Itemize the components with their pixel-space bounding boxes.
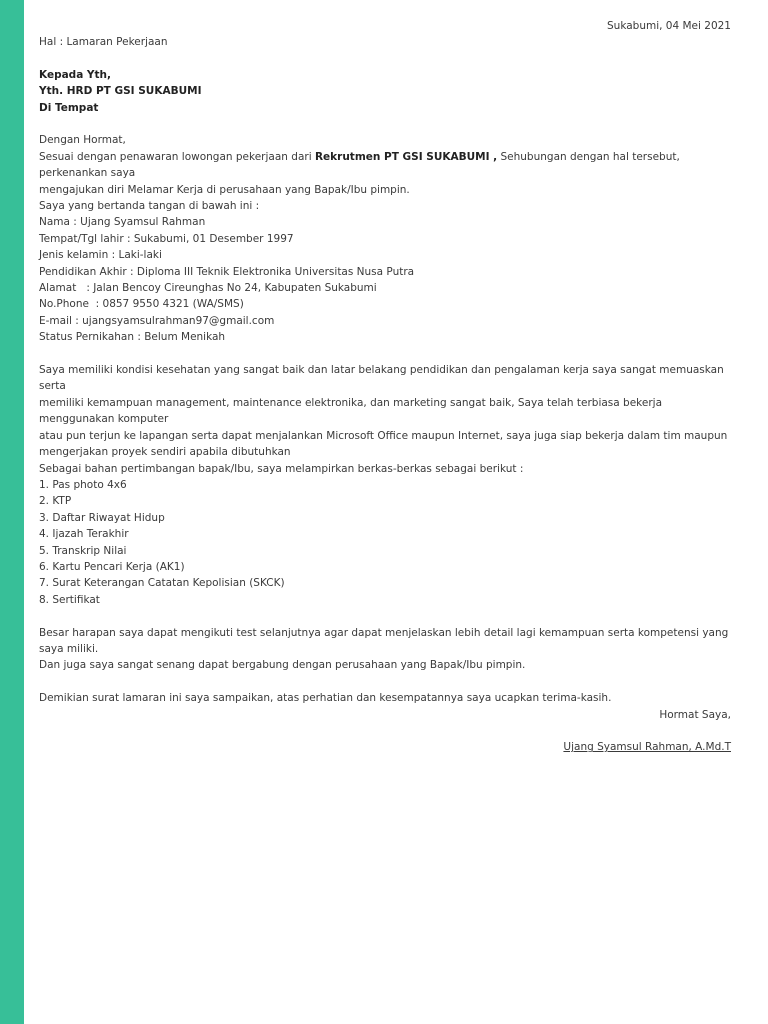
applicant-details xyxy=(39,214,731,345)
list-item: 2. KTP xyxy=(39,495,72,508)
recipient-line-3: Di Tempat xyxy=(39,101,99,114)
letter-page xyxy=(39,18,731,756)
subject-line: Hal : Lamaran Pekerjaan xyxy=(39,36,168,48)
list-item: 3. Daftar Riwayat Hidup xyxy=(39,511,165,524)
hope-line: Dan juga saya sangat senang dapat bergabung dengan perusahaan yang Bapak/Ibu pimpin. xyxy=(39,659,526,672)
closing-line: Demikian surat lamaran ini saya sampaikan, atas perhatian dan kesempatannya saya ucapkan terima-kasih. xyxy=(39,692,612,705)
intro-after: Sehubungan dengan hal tersebut, perkenankan saya xyxy=(39,150,684,180)
body-paragraph xyxy=(39,362,731,477)
list-item: 4. Ijazah Terakhir xyxy=(39,528,129,541)
list-item: 5. Transkrip Nilai xyxy=(39,544,127,557)
detail-address: Alamat : Jalan Bencoy Cireunghas No 24, Kabupaten Sukabumi xyxy=(39,282,377,295)
regards-line: Hormat Saya, xyxy=(659,708,731,721)
place-date: Sukabumi, 04 Mei 2021 xyxy=(607,20,731,32)
hope-line: Besar harapan saya dapat mengikuti test selanjutnya agar dapat menjelaskan lebih detail lagi kemampuan serta kompetensi yang saya miliki. xyxy=(39,626,732,655)
detail-gender: Jenis kelamin : Laki-laki xyxy=(39,249,162,262)
detail-name: Nama : Ujang Syamsul Rahman xyxy=(39,216,206,229)
signature-name: Ujang Syamsul Rahman, A.Md.T xyxy=(563,741,731,754)
detail-education: Pendidikan Akhir : Diploma III Teknik Elektronika Universitas Nusa Putra xyxy=(39,265,415,278)
detail-phone: No.Phone : 0857 9550 4321 (WA/SMS) xyxy=(39,298,244,311)
intro-line-1 xyxy=(39,149,731,182)
body-line: Saya memiliki kondisi kesehatan yang sangat baik dan latar belakang pendidikan dan pengalaman kerja saya sangat memuaskan serta xyxy=(39,364,728,393)
detail-birth: Tempat/Tgl lahir : Sukabumi, 01 Desember 1997 xyxy=(39,232,294,245)
recipient-line-1: Kepada Yth, xyxy=(39,68,112,81)
body-line: atau pun terjun ke lapangan serta dapat menjalankan Microsoft Office maupun Internet, saya juga siap bekerja dalam tim maupun xyxy=(39,429,728,442)
list-item: 6. Kartu Pencari Kerja (AK1) xyxy=(39,560,185,573)
list-item: 7. Surat Keterangan Catatan Kepolisian (SKCK) xyxy=(39,577,285,590)
list-item: 1. Pas photo 4x6 xyxy=(39,478,127,491)
list-item: 8. Sertifikat xyxy=(39,593,100,606)
detail-marital-status: Status Pernikahan : Belum Menikah xyxy=(39,331,226,344)
accent-sidebar-bar xyxy=(0,0,24,1024)
body-line: mengerjakan proyek sendiri apabila dibutuhkan xyxy=(39,446,291,459)
detail-email: E-mail : ujangsyamsulrahman97@gmail.com xyxy=(39,314,275,327)
intro-line-3: Saya yang bertanda tangan di bawah ini : xyxy=(39,200,260,213)
body-line: Sebagai bahan pertimbangan bapak/Ibu, saya melampirkan berkas-berkas sebagai berikut : xyxy=(39,462,524,475)
intro-before: Sesuai dengan penawaran lowongan pekerjaan dari xyxy=(39,150,315,163)
body-line: memiliki kemampuan management, maintenance elektronika, dan marketing sangat baik, Saya telah terbiasa bekerja menggunakan komputer xyxy=(39,396,666,426)
attachment-list xyxy=(39,477,731,608)
greeting: Dengan Hormat, xyxy=(39,134,126,147)
intro-line-2: mengajukan diri Melamar Kerja di perusahaan yang Bapak/Ibu pimpin. xyxy=(39,183,410,196)
recipient-line-2: Yth. HRD PT GSI SUKABUMI xyxy=(39,85,202,98)
intro-company: Rekrutmen PT GSI SUKABUMI , xyxy=(314,150,498,163)
